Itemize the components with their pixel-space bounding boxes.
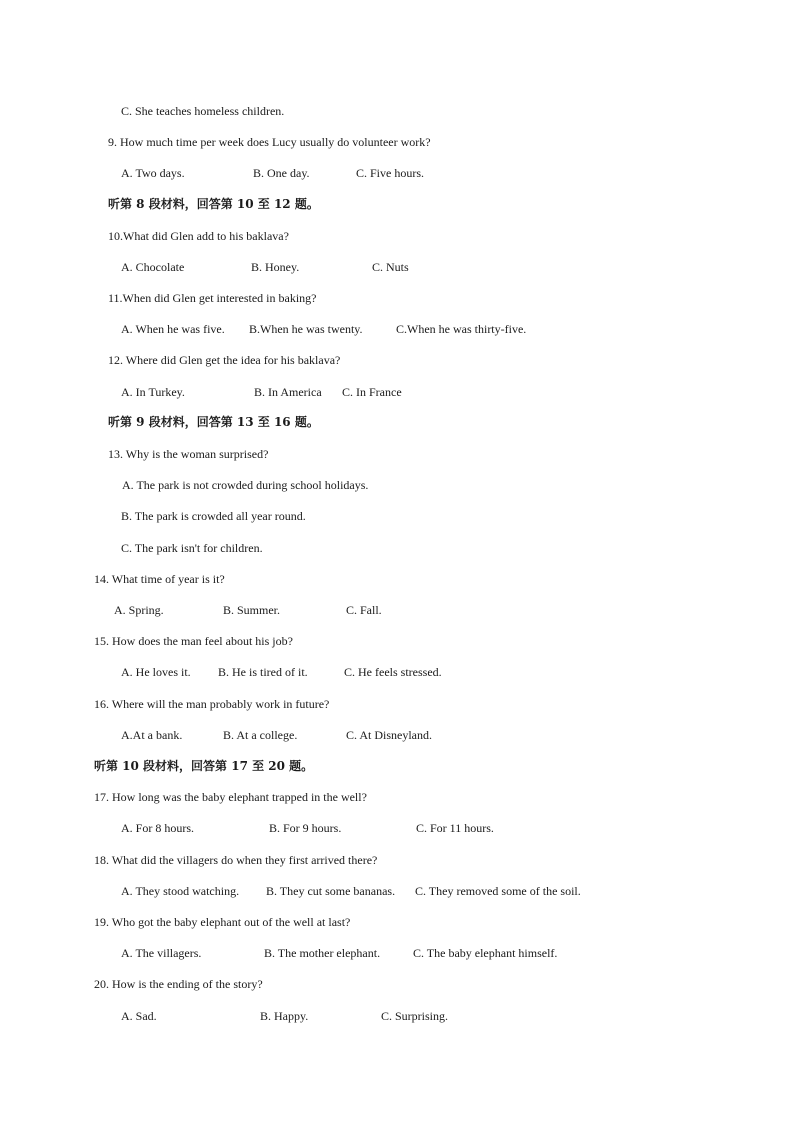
q18-option-c: C. They removed some of the soil.: [415, 884, 581, 898]
q16-option-c: C. At Disneyland.: [346, 728, 432, 742]
q9-stem: 9. How much time per week does Lucy usually do volunteer work?: [108, 135, 431, 149]
q17-option-b: B. For 9 hours.: [269, 821, 342, 835]
q18-stem: 18. What did the villagers do when they first arrived there?: [94, 853, 378, 867]
q15-option-b: B. He is tired of it.: [218, 665, 308, 679]
q16-option-a: A.At a bank.: [121, 728, 183, 742]
q13-option-b: B. The park is crowded all year round.: [121, 509, 306, 523]
q10-option-a: A. Chocolate: [121, 260, 185, 274]
q11-stem: 11.When did Glen get interested in baking?: [108, 291, 317, 305]
q12-option-a: A. In Turkey.: [121, 385, 185, 399]
q20-stem: 20. How is the ending of the story?: [94, 977, 263, 991]
q9-option-b: B. One day.: [253, 166, 310, 180]
q13-stem: 13. Why is the woman surprised?: [108, 447, 269, 461]
q17-option-a: A. For 8 hours.: [121, 821, 195, 835]
q20-option-a: A. Sad.: [121, 1009, 157, 1023]
q19-stem: 19. Who got the baby elephant out of the well at last?: [94, 915, 351, 929]
q13-option-a: A. The park is not crowded during school holidays.: [122, 478, 369, 492]
q9-option-c: C. Five hours.: [356, 166, 425, 180]
q10-option-c: C. Nuts: [372, 260, 409, 274]
q15-option-a: A. He loves it.: [121, 665, 191, 679]
q11-option-c: C.When he was thirty-five.: [396, 322, 527, 336]
q12-stem: 12. Where did Glen get the idea for his baklava?: [108, 353, 341, 367]
q19-option-a: A. The villagers.: [121, 946, 202, 960]
q14-option-b: B. Summer.: [223, 603, 281, 617]
q17-stem: 17. How long was the baby elephant trapped in the well?: [94, 790, 367, 804]
q8-option-c: C. She teaches homeless children.: [121, 104, 285, 118]
q10-stem: 10.What did Glen add to his baklava?: [108, 229, 289, 243]
q15-stem: 15. How does the man feel about his job?: [94, 634, 293, 648]
q18-option-b: B. They cut some bananas.: [266, 884, 396, 898]
q15-option-c: C. He feels stressed.: [344, 665, 442, 679]
q12-option-c: C. In France: [342, 385, 402, 399]
section-10-heading: 听第 10 段材料，回答第 17 至 20 题。: [94, 759, 314, 773]
section-8-heading: 听第 8 段材料，回答第 10 至 12 题。: [108, 197, 319, 211]
q19-option-b: B. The mother elephant.: [264, 946, 381, 960]
q20-option-c: C. Surprising.: [381, 1009, 449, 1023]
q9-option-a: A. Two days.: [121, 166, 185, 180]
q16-option-b: B. At a college.: [223, 728, 298, 742]
q14-option-c: C. Fall.: [346, 603, 382, 617]
q19-option-c: C. The baby elephant himself.: [413, 946, 558, 960]
section-9-heading: 听第 9 段材料，回答第 13 至 16 题。: [108, 415, 319, 429]
q16-stem: 16. Where will the man probably work in future?: [94, 697, 330, 711]
q11-option-a: A. When he was five.: [121, 322, 225, 336]
q20-option-b: B. Happy.: [260, 1009, 309, 1023]
q11-option-b: B.When he was twenty.: [249, 322, 363, 336]
q14-option-a: A. Spring.: [114, 603, 164, 617]
q12-option-b: B. In America: [254, 385, 322, 399]
q17-option-c: C. For 11 hours.: [416, 821, 494, 835]
q14-stem: 14. What time of year is it?: [94, 572, 225, 586]
q13-option-c: C. The park isn't for children.: [121, 541, 263, 555]
q10-option-b: B. Honey.: [251, 260, 300, 274]
q18-option-a: A. They stood watching.: [121, 884, 240, 898]
